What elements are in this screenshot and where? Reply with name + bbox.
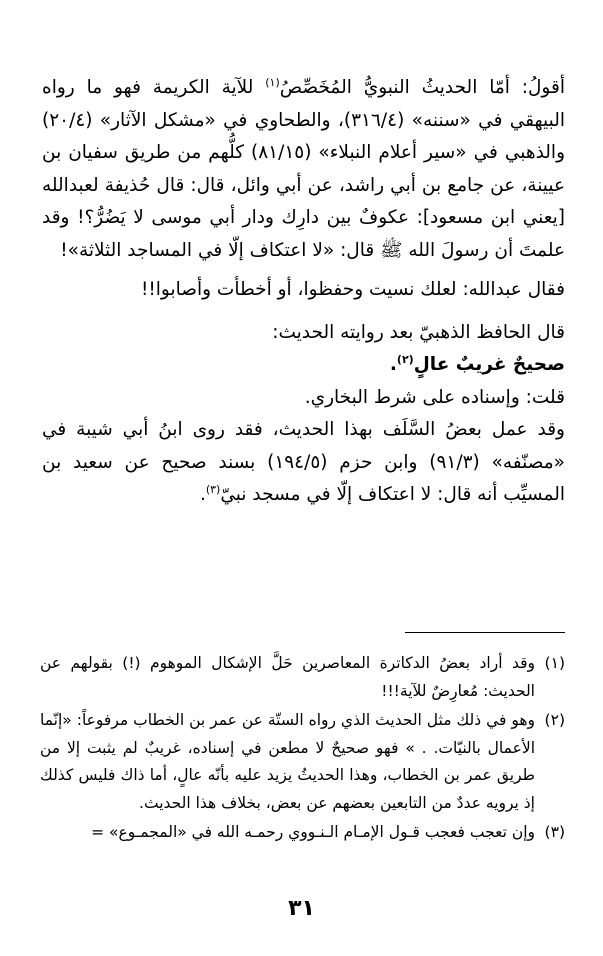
paragraph-salaf-end: . bbox=[199, 484, 206, 505]
paragraph-intro bbox=[42, 72, 565, 267]
paragraph-salaf-text: وقد عمل بعضُ السَّلَف بهذا الحديث، فقد روى ابنُ أبي شيبة في «مصنّفه» (٩١/٣) وابن حزم (١٩٤/٥) بسند صحيح عن سعيد بن المسيِّب أنه قال: لا اعتكاف إلّا في مسجد نبيّ bbox=[42, 419, 565, 505]
grading-end: . bbox=[389, 354, 397, 375]
paragraph-intro-rest: للآية الكريمة فهو ما رواه البيهقي في «سننه» (٣١٦/٤)، والطحاوي في «مشكل الآثار» (٢٠/٤) والذهبي في «سير أعلام النبلاء» (٨١/١٥) كلُّهم من طريق سفيان بن عيينة، عن جامع بن أبي راشد، عن أبي وائل، قال: قال حُذيفة لعبدالله [يعني ابن مسعود]: عكوفٌ بين دارِك ودار أبي موسى لا يَضُرُّ؟! وقد علمتَ أن رسولَ الله ﷺ قال: «لا اعتكاف إلّا في المساجد الثلاثة»! bbox=[42, 77, 566, 261]
footnote-2 bbox=[40, 707, 565, 817]
footnote-number: (٢) bbox=[544, 711, 565, 729]
paragraph-abdullah-reply: فقال عبدالله: لعلك نسيت وحفظوا، أو أخطأت وأصابوا!! bbox=[140, 279, 565, 300]
footnote-3 bbox=[40, 819, 565, 847]
footnote-text: وإن تعجب فعجب قـول الإمـام الـنـووي رحمـه الله في «المجمـوع» = bbox=[91, 823, 535, 841]
footnote-ref-2: (٢) bbox=[396, 352, 414, 366]
paragraph-dhahabi-intro: قال الحافظ الذهبيّ بعد روايته الحديث: bbox=[272, 321, 565, 343]
footnote-separator bbox=[405, 632, 565, 633]
paragraph-grading bbox=[42, 349, 565, 382]
footnote-ref-1: (١) bbox=[265, 75, 280, 89]
grading-text: صحيحٌ غريبٌ عالٍ bbox=[413, 354, 565, 375]
paragraph-salaf bbox=[42, 414, 565, 512]
footnote-ref-3: (٣) bbox=[205, 482, 221, 496]
footnote-number: (٣) bbox=[544, 823, 565, 841]
main-text bbox=[42, 72, 565, 512]
footnote-text: وهو في ذلك مثل الحديث الذي رواه الستّة عن عمر بن الخطاب مرفوعاً: «إنّما الأعمال بالنيّات. . » فهو صحيحٌ لا مطعن في إسناده، غريبٌ لم يثبت إلا من طريق عمر بن الخطاب، وهذا الحديثُ يزيد عليه بأنّه عالٍ، أما ذاك فليس كذلك إذ يرويه عددٌ من التابعين بعضهم عن بعض، بخلاف هذا الحديث. bbox=[40, 711, 535, 812]
footnote-number: (١) bbox=[544, 654, 565, 672]
page-number: ٣١ bbox=[288, 896, 315, 921]
paragraph-intro-start: أقولُ: أمّا الحديثُ النبويُّ المُخَصِّصُ bbox=[279, 77, 565, 98]
footnotes bbox=[40, 650, 565, 849]
footnote-text: وقد أراد بعضُ الدكاترة المعاصرين حَلَّ الإشكال الموهوم (!) بقولهم عن الحديث: مُعارِضٌ للآية!!! bbox=[40, 654, 535, 700]
paragraph-isnad: قلت: وإسناده على شرط البخاري. bbox=[304, 386, 565, 408]
footnote-1 bbox=[40, 650, 565, 705]
